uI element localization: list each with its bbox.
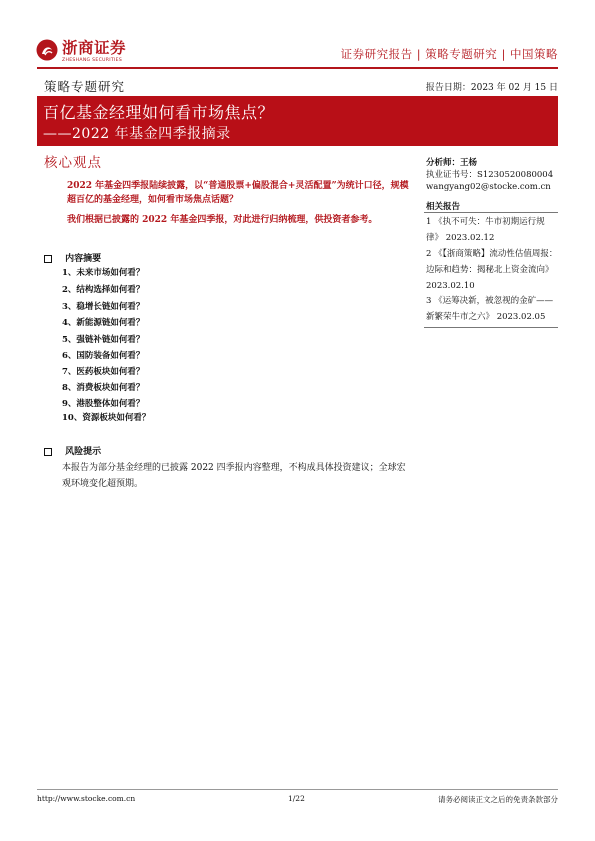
risk-text: 本报告为部分基金经理的已披露 2022 四季报内容整理，不构成具体投资建议；全球宏观环境变化超预期。: [62, 463, 406, 489]
risk-heading: 风险提示: [65, 447, 102, 457]
page-subtitle: ——2022 年基金四季报摘录: [43, 126, 231, 142]
related-divider: [424, 327, 558, 328]
square-bullet-icon: [44, 255, 52, 263]
toc-item[interactable]: 2、结构选择如何看？: [62, 285, 145, 295]
analyst-cert: 执业证书号：S1230520080004: [426, 170, 554, 180]
analyst-block: [426, 157, 553, 193]
toc-item[interactable]: 9、港股整体如何看？: [62, 399, 145, 409]
logo-subtitle: ZHESHANG SECURITIES: [62, 58, 123, 63]
analyst-email[interactable]: wangyang02@stocke.com.cn: [426, 182, 551, 192]
risk-section: [44, 444, 101, 457]
footer-disclaimer: 请务必阅读正文之后的免责条款部分: [438, 795, 558, 804]
toc-item[interactable]: 1、未来市场如何看？: [62, 268, 145, 278]
report-series: 策略专题研究: [44, 79, 126, 94]
related-report[interactable]: 2 《【浙商策略】流动性估值周报：边际和趋势：揭秘北上资金流向》 2023.02.10: [426, 249, 558, 291]
toc-item[interactable]: 8、消费板块如何看？: [62, 383, 145, 393]
page-title: 百亿基金经理如何看市场焦点？: [43, 103, 275, 122]
square-bullet-icon: [44, 448, 52, 456]
toc-section: [44, 251, 101, 264]
page-number: 1/22: [288, 794, 305, 803]
core-view-para-1: 2022 年基金四季报陆续披露，以“普通股票+偏股混合+灵活配置”为统计口径，规模超百亿的基金经理，如何看市场焦点话题？: [67, 181, 409, 205]
core-view-para-2: 我们根据已披露的 2022 年基金四季报，对此进行归纳梳理，供投资者参考。: [67, 215, 378, 225]
toc-item[interactable]: 10、资源板块如何看？: [62, 413, 151, 423]
toc-item[interactable]: 7、医药板块如何看？: [62, 367, 145, 377]
footer-divider: [37, 789, 558, 790]
related-report[interactable]: 3 《运筹决新，被忽视的金矿——新繁荣牛市之六》 2023.02.05: [426, 296, 554, 322]
logo-mark-icon: [36, 39, 58, 61]
toc-heading: 内容摘要: [65, 254, 102, 264]
related-heading: 相关报告: [426, 202, 461, 212]
logo-name: 浙商证券: [62, 39, 127, 57]
report-date: 报告日期：2023 年 02 月 15 日: [425, 83, 558, 93]
toc-item[interactable]: 4、新能源链如何看？: [62, 318, 145, 328]
toc-item[interactable]: 6、国防装备如何看？: [62, 351, 145, 361]
related-divider: [424, 212, 558, 213]
brand-logo: [36, 39, 126, 64]
toc-item[interactable]: 5、强链补链如何看？: [62, 335, 145, 345]
report-category: 证券研究报告 | 策略专题研究 | 中国策略: [340, 47, 558, 61]
footer-url[interactable]: http://www.stocke.com.cn: [37, 794, 136, 803]
analyst-name: 分析师：王杨: [426, 158, 478, 168]
toc-item[interactable]: 3、稳增长链如何看？: [62, 302, 145, 312]
core-view-heading: 核心观点: [44, 155, 102, 171]
related-report[interactable]: 1 《执不可失：牛市初期运行规律》 2023.02.12: [426, 217, 545, 243]
header-divider: [37, 67, 558, 69]
